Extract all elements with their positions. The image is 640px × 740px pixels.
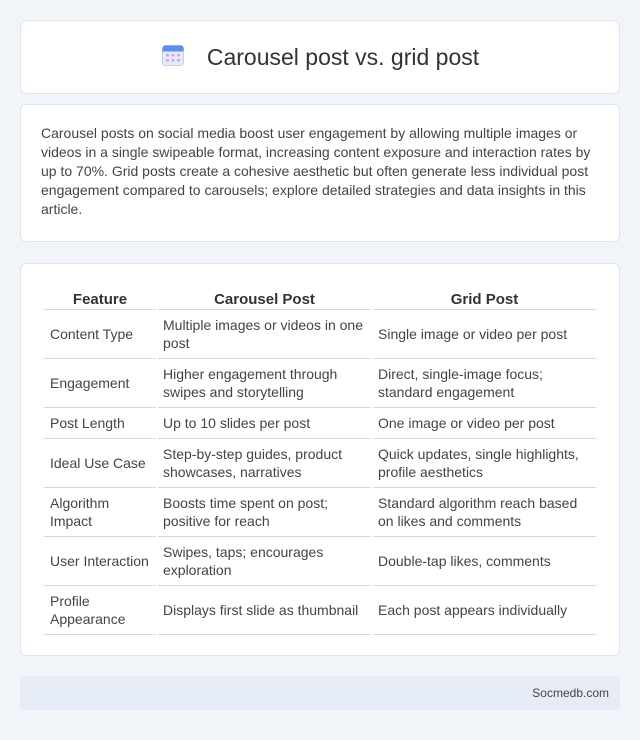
table-row (44, 408, 596, 439)
table-cell-feature: Algorithm Impact (44, 488, 156, 537)
table-cell-carousel: Step-by-step guides, product showcases, narratives (158, 439, 371, 488)
table-cell-grid: One image or video per post (373, 408, 596, 439)
page-title: Carousel post vs. grid post (206, 43, 480, 70)
table-row (44, 488, 596, 537)
table-cell-carousel: Multiple images or videos in one post (158, 310, 371, 359)
table-cell-feature: Content Type (44, 310, 156, 359)
comparison-table-card (20, 263, 620, 656)
table-row (44, 586, 596, 635)
footer (20, 676, 620, 710)
table-cell-feature: Profile Appearance (44, 586, 156, 635)
table-cell-feature: Ideal Use Case (44, 439, 156, 488)
table-row (44, 439, 596, 488)
table-cell-grid: Quick updates, single highlights, profile aesthetics (373, 439, 596, 488)
table-row (44, 310, 596, 359)
table-cell-carousel: Swipes, taps; encourages exploration (158, 537, 371, 586)
table-cell-grid: Single image or video per post (373, 310, 596, 359)
footer-site-name: Socmedb.com (532, 686, 609, 700)
table-row (44, 537, 596, 586)
table-cell-grid: Each post appears individually (373, 586, 596, 635)
table-cell-grid: Standard algorithm reach based on likes and comments (373, 488, 596, 537)
title-wrap (161, 43, 479, 72)
header-feature: Feature (44, 284, 156, 310)
table-cell-carousel: Displays first slide as thumbnail (158, 586, 371, 635)
title-card (20, 20, 620, 94)
table-cell-grid: Direct, single-image focus; standard engagement (373, 359, 596, 408)
table-cell-feature: Engagement (44, 359, 156, 408)
table-row (44, 359, 596, 408)
calendar-icon (161, 43, 185, 72)
intro-paragraph: Carousel posts on social media boost user engagement by allowing multiple images or videos in a single swipeable format, increasing content exposure and interaction rates by up to 70%. Grid posts create a cohesive aesthetic but often generate less individual post engagement compared to carousels; explore detailed strategies and data insights in this article. (41, 125, 591, 217)
comparison-table (42, 284, 598, 635)
table-cell-carousel: Up to 10 slides per post (158, 408, 371, 439)
table-header-row (44, 284, 596, 310)
table-cell-carousel: Boosts time spent on post; positive for reach (158, 488, 371, 537)
table-cell-feature: User Interaction (44, 537, 156, 586)
header-carousel-post: Carousel Post (158, 284, 371, 310)
table-cell-feature: Post Length (44, 408, 156, 439)
header-grid-post: Grid Post (373, 284, 596, 310)
table-cell-carousel: Higher engagement through swipes and storytelling (158, 359, 371, 408)
intro-card (20, 104, 620, 242)
table-cell-grid: Double-tap likes, comments (373, 537, 596, 586)
